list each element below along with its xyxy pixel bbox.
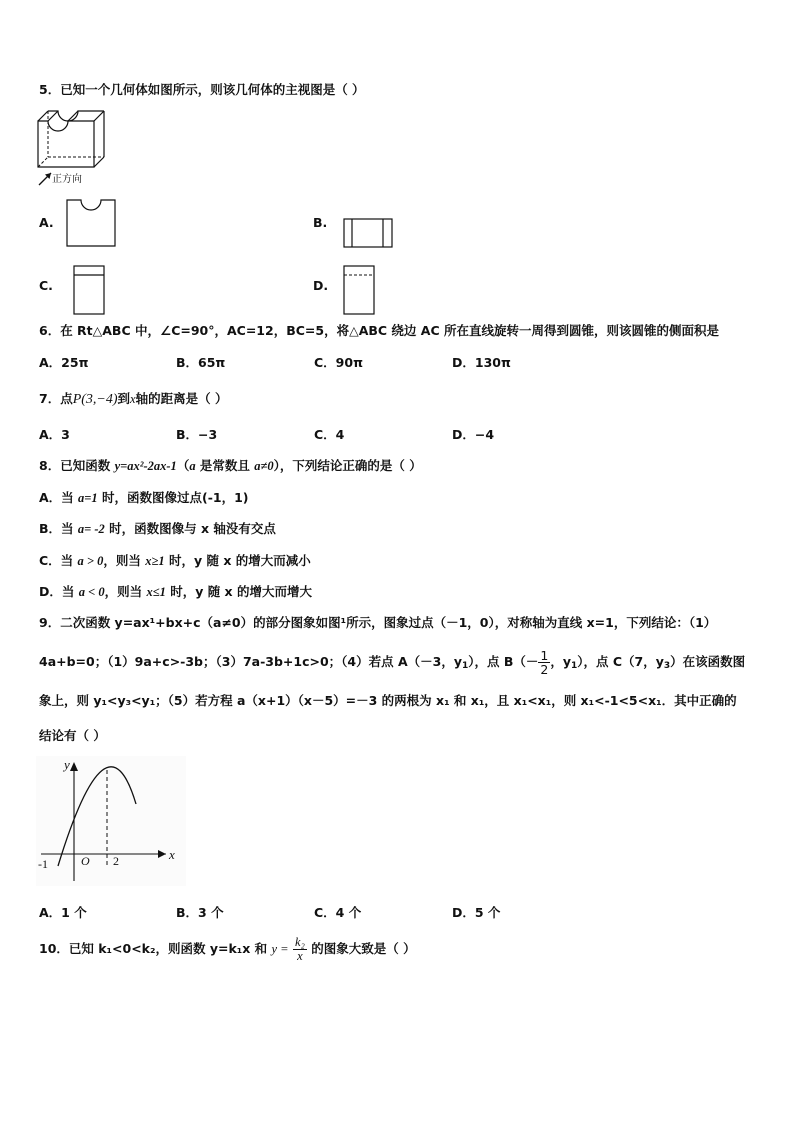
q8-d-label: D．当 [39,584,79,599]
q8-d-cond2: x≤1 [146,585,166,599]
q8-p4: ），下列结论正确的是（ ） [273,458,422,473]
q7-option-c[interactable]: C．4 [314,427,345,442]
q9-line1: 9．二次函数 y=ax¹+bx+c（a≠0）的部分图象如图¹所示，图象过点（－1，0），对称轴为直线 x=1，下列结论：（1） [39,615,717,630]
q9-option-c[interactable]: C．4 个 [314,905,362,920]
direction-label: 正方向 [52,174,82,185]
q8-a-label: A．当 [39,490,79,505]
q5-option-a-figure [66,199,116,247]
q5-option-b-figure [343,218,393,248]
q7-axis: x [130,392,136,406]
q8-d-cond: a < 0 [78,585,105,599]
q9-line2: 4a+b=0；（1）9a+c>-3b；（3）7a-3b+1c>0；（4）若点 A（－3，$y_1$），点 B（－ $\frac{1}{2}$ ，$y_1$），点 C（7，$y_3$）在该函数图 [39,648,746,677]
graph-origin-label: O [81,854,90,868]
q5-solid-figure [36,108,106,178]
q9-option-d[interactable]: D．5 个 [452,905,501,920]
q9-l2b: ），点 B（－ [468,654,539,669]
q5-text: 5．已知一个几何体如图所示，则该几何体的主视图是（ ） [39,82,365,97]
q8-a-cond: a=1 [78,491,98,505]
q7-prefix: 7．点 [39,391,73,406]
q5-option-d-figure [343,265,375,315]
q9-parabola-graph [36,756,186,886]
graph-y-label: y [64,757,70,772]
q9-frac-den: 2 [540,662,549,677]
q9-l2e: ）在该函数图 [670,654,746,669]
q8-c-mid: ，则当 [103,553,146,568]
q8-option-c[interactable] [39,553,311,569]
q8-c-label: C．当 [39,553,78,568]
q6-option-d[interactable]: D．130π [452,355,511,370]
q5-option-b[interactable]: B. [313,215,328,230]
q8-d-mid: ，则当 [104,584,147,599]
q6-option-b[interactable]: B．65π [176,355,226,370]
q8-c-text: 时，y 随 x 的增大而减小 [164,553,311,568]
q7-option-b[interactable]: B．−3 [176,427,218,442]
q9-line4: 结论有（ ） [39,728,106,743]
q7-point: P(3,−4) [72,392,118,407]
graph-neg1-label: -1 [38,857,48,871]
q7-suffix: 到 [117,391,131,406]
q9-line3: 象上，则 y₁<y₃<y₁；（5）若方程 a（x+1）（x－5）=－3 的两根为 x₁ 和 x₁，且 x₁<x₁，则 x₁<-1<5<x₁．其中正确的 [39,693,737,708]
q8-option-b[interactable] [39,521,276,537]
graph-background [36,756,186,886]
q5-option-c-figure [73,265,105,315]
graph-2-label: 2 [113,854,119,868]
q10-text [39,934,416,964]
q9-option-b[interactable]: B．3 个 [176,905,224,920]
q6-option-c[interactable]: C．90π [314,355,363,370]
q7-option-d[interactable]: D．−4 [452,427,495,442]
q5-option-a[interactable]: A. [39,215,54,230]
q10-frac-den: x [297,949,303,963]
q10-p1: 10．已知 k₁<0<k₂，则函数 y=k₁x 和 [39,941,272,956]
q10-frac-num: k₂ [294,935,305,949]
q8-b-text: 时，函数图像与 x 轴没有交点 [104,521,276,536]
q9-l2a: 4a+b=0；（1）9a+c>-3b；（3）7a-3b+1c>0；（4）若点 A（－3，y [39,654,462,669]
q8-cond: a≠0 [254,459,274,473]
q8-p1: 8．已知函数 [39,458,115,473]
q10-p2: 的图象大致是（ ） [306,941,416,956]
q8-a-text: 时，函数图像过点(-1，1) [97,490,249,505]
q8-p3: 是常数且 [195,458,255,473]
q8-c-cond2: x≥1 [145,554,165,568]
q8-c-cond: a > 0 [77,554,104,568]
q5-option-c[interactable]: C. [39,278,53,293]
q9-frac-num: 1 [540,648,549,663]
q8-option-d[interactable] [39,584,312,600]
q7-text [39,391,227,408]
q8-p2: （ [176,458,190,473]
q5-option-d[interactable]: D. [313,278,329,293]
q8-avar: a [189,459,196,473]
q7-rest: 轴的距离是（ ） [135,391,228,406]
q6-text: 6．在 Rt△ABC 中，∠C=90°，AC=12，BC=5，将△ABC 绕边 AC 所在直线旋转一周得到圆锥，则该圆锥的侧面积是 [39,323,719,338]
q6-option-a[interactable]: A．25π [39,355,89,370]
q8-option-a[interactable] [39,490,249,506]
q9-l2d: ），点 C（7，y [577,654,664,669]
q9-fraction [538,649,550,676]
q10-fraction [293,936,307,963]
q8-b-cond: a= -2 [77,522,105,536]
q9-l2c: ，y [550,654,571,669]
q9-option-a[interactable]: A．1 个 [39,905,87,920]
q8-func: y=ax²-2ax-1 [114,459,177,473]
graph-x-label: x [169,847,175,862]
q8-d-text: 时，y 随 x 的增大而增大 [165,584,312,599]
q10-yeq: y = [271,942,289,956]
q8-text [39,458,422,474]
q7-option-a[interactable]: A．3 [39,427,70,442]
q8-b-label: B．当 [39,521,78,536]
